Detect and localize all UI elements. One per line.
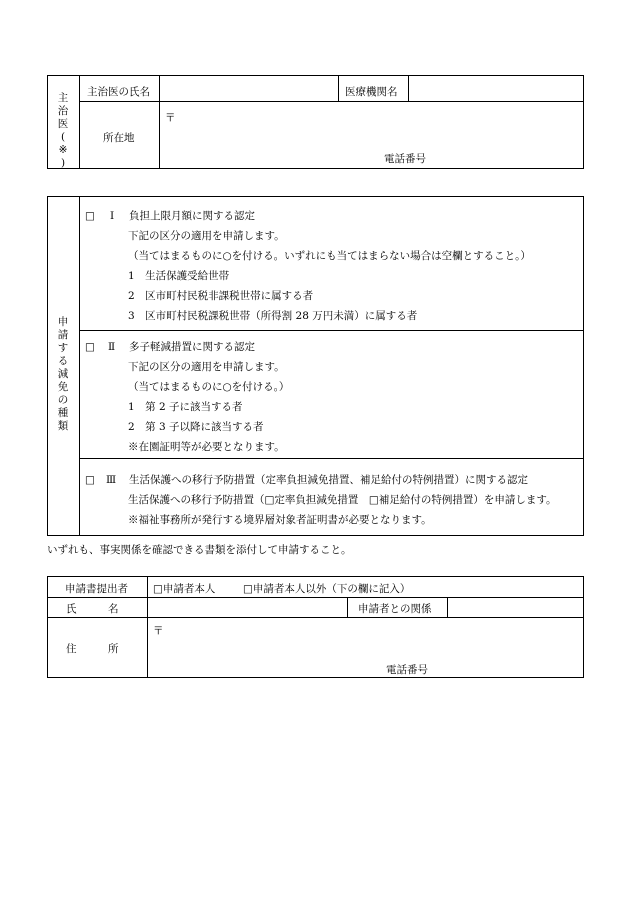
section-3-line-1[interactable]: 生活保護への移行予防措置（□定率負担減免措置 □補足給付の特例措置）を申請します。	[128, 494, 557, 506]
applicant-address-label: 住 所	[66, 643, 119, 655]
applicant-phone-label: 電話番号	[386, 664, 428, 676]
relation-field[interactable]	[449, 599, 582, 616]
doctor-name-label: 主治医の氏名	[87, 86, 150, 98]
section-2-line-1: 下記の区分の適用を申請します。	[128, 361, 285, 373]
section-3-note: ※福祉事務所が発行する境界層対象者証明書が必要となります。	[128, 514, 432, 526]
section-1-option-1[interactable]: 1 生活保護受給世帯	[128, 270, 230, 282]
section-1-title: 負担上限月額に関する認定	[129, 210, 255, 222]
applicant-name-label: 氏 名	[66, 603, 119, 615]
section-2-title: 多子軽減措置に関する認定	[129, 341, 255, 353]
submitter-option-other[interactable]: □申請者本人以外（下の欄に記入）	[243, 583, 411, 595]
institution-field[interactable]	[410, 77, 582, 100]
reduction-side-label: 申 請 す る 減 免 の 種 類	[57, 316, 69, 432]
applicant-address-field[interactable]	[149, 619, 582, 676]
doctor-address-label: 所在地	[103, 132, 135, 144]
doctor-name-field[interactable]	[161, 77, 336, 100]
section-3-numeral: Ⅲ	[106, 474, 117, 486]
section-2-line-2: （当てはまるものに○を付ける。）	[128, 381, 290, 393]
submitter-option-self[interactable]: □申請者本人	[153, 583, 216, 595]
section-3-checkbox[interactable]: □	[85, 474, 95, 486]
relation-label: 申請者との関係	[358, 603, 432, 615]
attachment-note: いずれも、事実関係を確認できる書類を添付して申請すること。	[47, 544, 352, 556]
institution-label: 医療機関名	[345, 86, 398, 98]
section-1-option-3[interactable]: 3 区市町村民税課税世帯（所得割 28 万円未満）に属する者	[128, 310, 418, 322]
section-3-title: 生活保護への移行予防措置（定率負担減免措置、補足給付の特例措置）に関する認定	[129, 474, 528, 486]
section-2-note: ※在園証明等が必要となります。	[128, 441, 285, 453]
section-1-checkbox[interactable]: □	[85, 210, 95, 222]
section-1-line-1: 下記の区分の適用を申請します。	[128, 230, 285, 242]
section-2-option-2[interactable]: 2 第 3 子以降に該当する者	[128, 421, 264, 433]
doctor-side-label: 主 治 医 ( ※ )	[57, 92, 69, 169]
section-1-numeral: Ⅰ	[110, 210, 115, 222]
section-2-numeral: Ⅱ	[108, 341, 116, 353]
section-1-option-2[interactable]: 2 区市町村民税非課税世帯に属する者	[128, 290, 314, 302]
section-2-checkbox[interactable]: □	[85, 341, 95, 353]
section-2-option-1[interactable]: 1 第 2 子に該当する者	[128, 401, 243, 413]
doctor-address-field[interactable]	[161, 103, 582, 167]
doctor-phone-label: 電話番号	[384, 153, 426, 165]
section-1-line-2: （当てはまるものに○を付ける。いずれにも当てはまらない場合は空欄とすること。）	[128, 250, 531, 262]
submitter-label: 申請書提出者	[65, 583, 128, 595]
doctor-postal-mark: 〒	[165, 112, 176, 124]
applicant-name-field[interactable]	[149, 599, 345, 616]
applicant-postal-mark: 〒	[153, 625, 164, 637]
